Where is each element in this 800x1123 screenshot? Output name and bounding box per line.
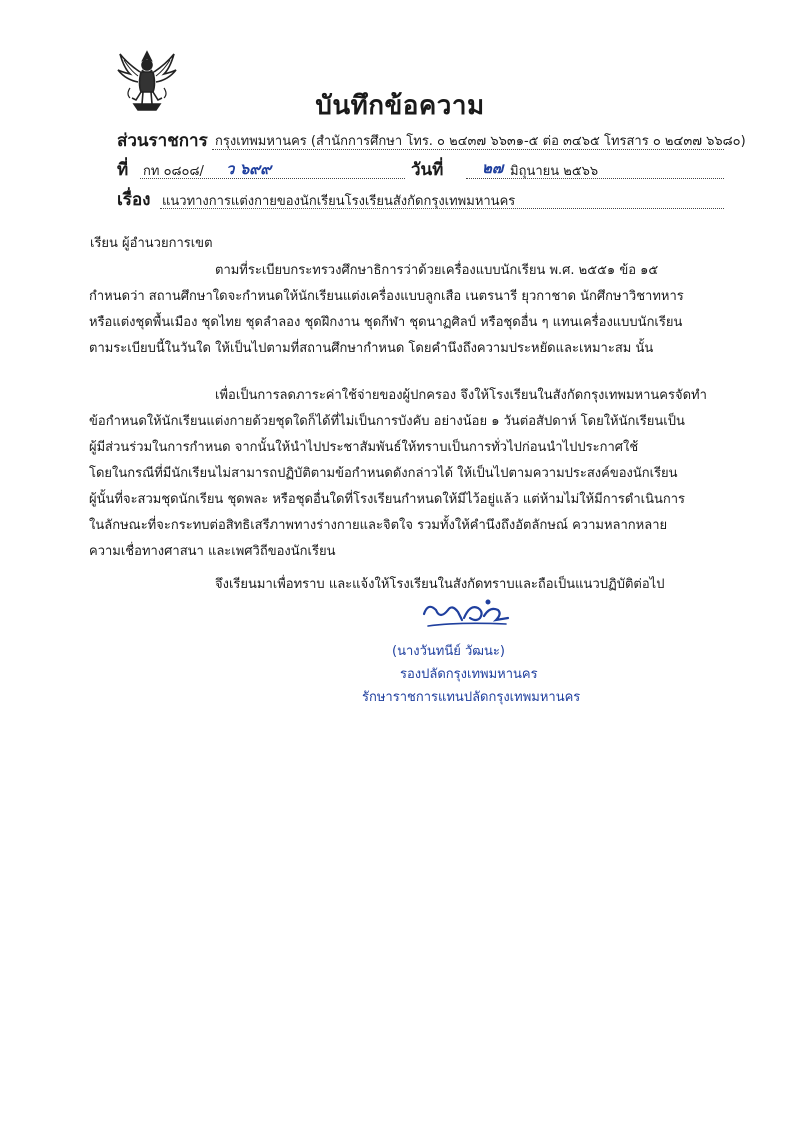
paragraph-line: โดยในกรณีที่มีนักเรียนไม่สามารถปฏิบัติตามข้อกำหนดดังกล่าวได้ ให้เป็นไปตามความประสงค์ของนักเรียน [89, 466, 678, 481]
signer-position: รองปลัดกรุงเทพมหานคร [400, 667, 538, 682]
salutation: เรียน ผู้อำนวยการเขต [90, 236, 213, 251]
paragraph-line: หรือแต่งชุดพื้นเมือง ชุดไทย ชุดลำลอง ชุดฝึกงาน ชุดกีฬา ชุดนาฏศิลป์ หรือชุดอื่น ๆ แทนเครื่องแบบนักเรียน [89, 315, 683, 330]
paragraph-line: ในลักษณะที่จะกระทบต่อสิทธิเสรีภาพทางร่างกายและจิตใจ รวมทั้งให้คำนึงถึงอัตลักษณ์ ความหลากหลาย [89, 518, 668, 533]
paragraph-line: ตามระเบียบนี้ในวันใด ให้เป็นไปตามที่สถานศึกษากำหนด โดยคำนึงถึงความประหยัดและเหมาะสม นั้น [89, 341, 654, 356]
paragraph-line: ข้อกำหนดให้นักเรียนแต่งกายด้วยชุดใดก็ได้ที่ไม่เป็นการบังคับ อย่างน้อย ๑ วันต่อสัปดาห์ โดยให้นักเรียนเป็น [89, 414, 685, 429]
memo-title: บันทึกข้อความ [315, 91, 485, 121]
date-label: วันที่ [411, 160, 444, 180]
paragraph-line: ผู้นั้นที่จะสวมชุดนักเรียน ชุดพละ หรือชุดอื่นใดที่โรงเรียนกำหนดให้มีไว้อยู่แล้ว แต่ห้ามไม่ให้มีการดำเนินการ [89, 492, 686, 507]
ref-dotted-line [140, 178, 405, 179]
ref-value: กท ๐๘๐๘/ [143, 164, 204, 179]
paragraph-line: ตามที่ระเบียบกระทรวงศึกษาธิการว่าด้วยเครื่องแบบนักเรียน พ.ศ. ๒๕๕๑ ข้อ ๑๕ [215, 263, 659, 278]
agency-dotted-line [212, 149, 724, 150]
paragraph-line: กำหนดว่า สถานศึกษาใดจะกำหนดให้นักเรียนแต่งเครื่องแบบลูกเสือ เนตรนารี ยุวกาชาด นักศึกษาวิชาทหาร [89, 289, 684, 304]
paragraph-line: ผู้มีส่วนร่วมในการกำหนด จากนั้นให้นำไปประชาสัมพันธ์ให้ทราบเป็นการทั่วไปก่อนนำไปประกาศใช้ [89, 440, 639, 455]
subject-dotted-line [160, 208, 724, 209]
agency-value: กรุงเทพมหานคร (สำนักการศึกษา โทร. ๐ ๒๔๓๗ ๖๖๓๑-๕ ต่อ ๓๔๖๕ โทรสาร ๐ ๒๔๓๗ ๖๖๘๐) [215, 134, 746, 149]
handwritten-signature [418, 596, 514, 630]
date-handwritten: ๒๗ [482, 159, 504, 177]
date-dotted-line [466, 178, 724, 179]
date-value: มิถุนายน ๒๕๖๖ [510, 164, 599, 179]
signer-acting-position: รักษาราชการแทนปลัดกรุงเทพมหานคร [362, 690, 581, 705]
subject-label: เรื่อง [117, 190, 151, 210]
ref-handwritten: ว ๖๙๙ [226, 160, 272, 178]
signer-name: (นางวันทนีย์ วัฒนะ) [392, 644, 505, 659]
paragraph-line: จึงเรียนมาเพื่อทราบ และแจ้งให้โรงเรียนในสังกัดทราบและถือเป็นแนวปฏิบัติต่อไป [215, 577, 665, 592]
subject-value: แนวทางการแต่งกายของนักเรียนโรงเรียนสังกัดกรุงเทพมหานคร [162, 194, 516, 209]
paragraph-line: เพื่อเป็นการลดภาระค่าใช้จ่ายของผู้ปกครอง จึงให้โรงเรียนในสังกัดกรุงเทพมหานครจัดทำ [215, 388, 707, 403]
ref-label: ที่ [117, 160, 129, 180]
paragraph-line: ความเชื่อทางศาสนา และเพศวิถีของนักเรียน [89, 544, 336, 559]
agency-label: ส่วนราชการ [117, 131, 208, 151]
